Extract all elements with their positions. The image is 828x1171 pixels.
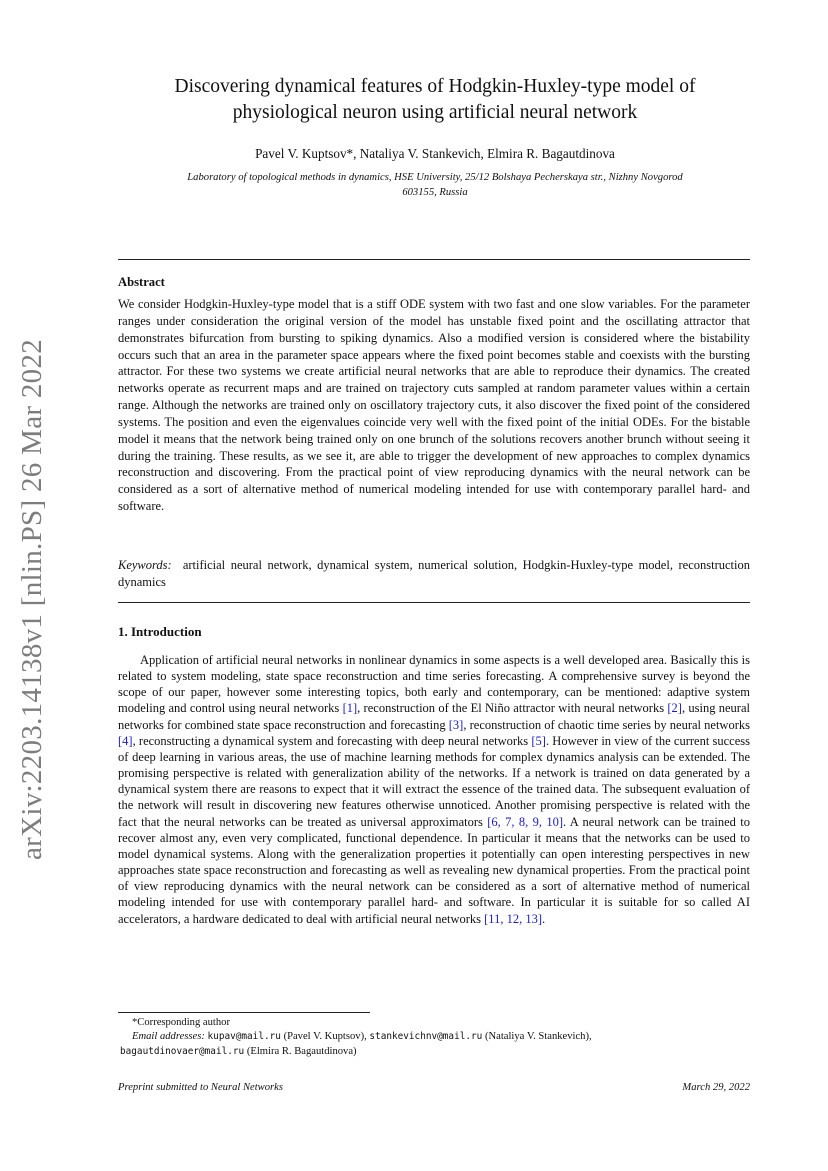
citation-link[interactable]: [3] [448,717,464,732]
citation-link[interactable]: [1] [342,701,358,716]
citation-link[interactable]: [11, 12, 13] [484,911,543,926]
abstract-text: We consider Hodgkin-Huxley-type model that is a stiff ODE system with two fast and one slow variables. For the parameter ranges under consideration the original version of the model has unstable fixed point and the oscillating attractor that demonstrates bifurcation from bursting to spiking dynamics. Also a modified version is considered where the bistability occurs such that an area in the parameter space appears where the fixed point becomes stable and coexists with the bursting attractor. For these two systems we create artificial neural networks that are able to reproduce their dynamics. The created networks operate as recurrent maps and are trained on trajectory cuts sampled at random parameter values within a certain range. Although the networks are trained only on oscillatory trajectory cuts, it also discover the fixed point of the considered systems. The position and even the eigenvalues coincide very well with the fixed point of the initial ODEs. For the bistable model it means that the network being trained only on one brunch of the solutions recovers another brunch without seeing it during the training. These results, as we see it, are able to trigger the development of new approaches to complex dynamics reconstruction and discovering. From the practical point of view reproducing dynamics with the neural network can be considered as a sort of alternative method of numerical modeling intended for use with contemporary parallel hard- and software. [118,297,750,514]
email-link[interactable]: kupav@mail.ru [207,1031,281,1043]
email-owner: (Nataliya V. Stankevich), [484,1031,592,1043]
keywords [118,557,750,590]
keywords-text: artificial neural network, dynamical system, numerical solution, Hodgkin-Huxley-type model, reconstruction dynamics [118,558,750,589]
intro-text-2: , reconstruction of the El Niño attractor with neural networks [357,701,668,716]
email-addresses-cont [118,1045,750,1059]
abstract-bottom-rule [118,602,750,603]
citation-link[interactable]: [6, 7, 8, 9, 10] [487,814,563,829]
abstract-heading: Abstract [118,275,165,289]
intro-text-1: Application of artificial neural networks in nonlinear dynamics in some aspects is a well developed area. Basically this is related to system modeling, state space reconstruction and time series forecasting. A comprehensive survey is beyond the scope of our paper, however some interesting topics, both early and contemporary, can be mentioned: adaptive system modeling and control using neural networks [118,653,750,716]
section-heading-introduction: 1. Introduction [118,624,202,639]
affiliation-line-1: Laboratory of topological methods in dynamics, HSE University, 25/12 Bolshaya Pecherskaya str., Nizhny Novgorod [187,172,683,183]
author-list: Pavel V. Kuptsov*, Nataliya V. Stankevich, Elmira R. Bagautdinova [255,146,615,161]
affiliation [120,170,750,200]
title-line-2: physiological neuron using artificial neural network [232,102,638,123]
intro-text-5: , reconstructing a dynamical system and forecasting with deep neural networks [132,733,532,748]
paper-title [120,74,750,126]
affiliation-line-2: 603155, Russia [402,187,468,198]
intro-text-3: , using neural networks for combined state space reconstruction and forecasting [118,701,750,732]
intro-text-8: . [542,911,546,926]
arxiv-identifier: arXiv:2203.14138v1 [nlin.PS] 26 Mar 2022 [16,338,48,860]
email-link[interactable]: stankevichnv@mail.ru [369,1031,483,1043]
preprint-note: Preprint submitted to Neural Networks [118,1082,283,1093]
intro-text-4: , reconstruction of chaotic time series by neural networks [463,717,750,732]
email-owner: (Pavel V. Kuptsov), [283,1031,367,1043]
citation-link[interactable]: [5] [531,733,546,748]
abstract-top-rule [118,259,750,260]
corresponding-author-note: *Corresponding author [132,1017,230,1028]
footnote [118,1016,750,1059]
intro-text-6: . However in view of the current success of deep learning in various areas, the use of machine learning methods for complex dynamics analysis can be extended. The promising perspective is related with generalization ability of the networks. If a network is trained on data generated by a dynamical system there are reasons to expect that it will extract the essence of the trained data. The subsequent evaluation of the network will result in discovering new features otherwise unnoticed. Another promising perspective is related with the fact that the neural networks can be treated as universal approximators [118,733,750,829]
title-line-1: Discovering dynamical features of Hodgkin-Huxley-type model of [174,76,696,97]
keywords-label: Keywords: [118,558,172,572]
email-owner: (Elmira R. Bagautdinova) [246,1045,357,1057]
email-addresses [118,1030,750,1044]
citation-link[interactable]: [2] [667,701,682,716]
intro-text-7: . A neural network can be trained to recover almost any, even very complicated, functional dependence. In particular it means that the networks can be used to model dynamical systems. Along with the generalization properties it potentially can open interesting perspectives in new approaches state space reconstruction and forecasting as well as revealing new dynamical properties. From the practical point of view reproducing dynamics with the neural network can be considered as a sort of alternative method of numerical modeling intended for use with contemporary parallel hard- and software. In particular it is suitable for so called AI accelerators, a hardware dedicated to deal with artificial neural networks [118,814,750,926]
introduction-paragraph [118,652,750,927]
citation-link[interactable]: [4] [118,733,133,748]
email-label: Email addresses: [132,1031,205,1043]
preprint-date: March 29, 2022 [682,1082,750,1093]
email-link[interactable]: bagautdinovaer@mail.ru [120,1045,245,1057]
footnote-rule [118,1012,370,1013]
